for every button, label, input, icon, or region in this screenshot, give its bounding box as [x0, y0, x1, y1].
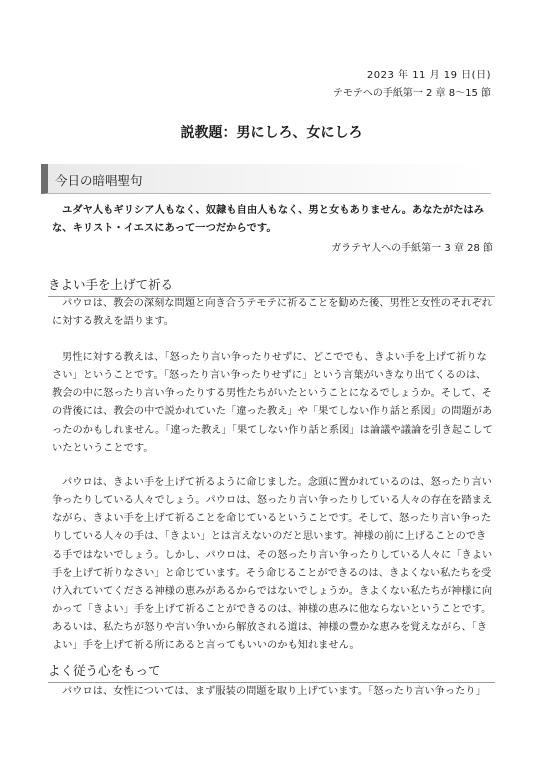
paragraph: パウロは、教会の深刻な問題と向き合うテモテに祈ることを勧めた後、男性と女性のそれぞれに対する教えを語ります。: [52, 298, 492, 328]
memory-verse-heading-box: [41, 164, 491, 194]
memory-verse-heading: 今日の暗唱聖句: [55, 173, 143, 188]
paragraph: 男性に対する教えは、「怒ったり言い争ったりせずに、どこででも、きよい手を上げて祈りなさい」ということです。「怒ったり言い争ったりせずに」という言葉がいきなり出てくるのは、教会の中に怒ったり言い争ったりする男性たちがいたということになるでしょうか。そして、その背後には、教会の中で説かれていた「違った教え」や「果てしない作り話と系図」の問題があったのかもしれません。「違った教え」「果てしない作り話と系図」は論議や議論を引き起こしていたということです。: [52, 352, 493, 454]
scripture-reference: テモテへの手紙第一 2 章 8～15 節: [332, 88, 491, 99]
memory-verse-text: ユダヤ人もギリシア人もなく、奴隷も自由人もなく、男と女もありません。あなたがたはみな、キリスト・イエスにあって一つだからです。: [52, 205, 484, 234]
section-heading-yoku-shitagau: よく従う心をもって: [48, 661, 495, 683]
paragraph: パウロは、きよい手を上げて祈るように命じました。念頭に置かれているのは、怒ったり言い争ったりしている人々でしょう。パウロは、怒ったり言い争ったりしている人々の存在を踏まえながら、きよい手を上げて祈ることを命じているということです。そして、怒ったり言い争ったりしている人々の手は、「きよい」とは言えないのだと思います。神様の前に上げることのできる手ではないでしょう。しかし、パウロは、その怒ったり言い争ったりしている人々に「きよい手を上げて祈りなさい」と命じています。そう命じることができるのは、きよくない私たちを受け入れていてくださる神様の恵みがあるからではないでしょうか。きよくない私たちが神様に向かって「きよい」手を上げて祈ることができるのは、神様の恵みに他ならないということです。あるいは、私たちが怒りや言い争いから解放される道は、神様の豊かな恵みを覚えながら、「きよい」手を上げて祈る所にあると言ってもいいのかも知れません。: [52, 477, 493, 652]
paragraph: パウロは、女性については、まず服装の問題を取り上げています。「怒ったり言い争ったり」: [62, 686, 486, 697]
sermon-date: 2023 年 11 月 19 日(日): [366, 70, 491, 81]
section-heading-kiyoi-te: きよい手を上げて祈る: [48, 275, 495, 297]
sermon-title: 説教題：男にしろ、女にしろ: [180, 125, 363, 141]
memory-verse-reference: ガラテヤ人への手紙第一 3 章 28 節: [331, 243, 493, 254]
